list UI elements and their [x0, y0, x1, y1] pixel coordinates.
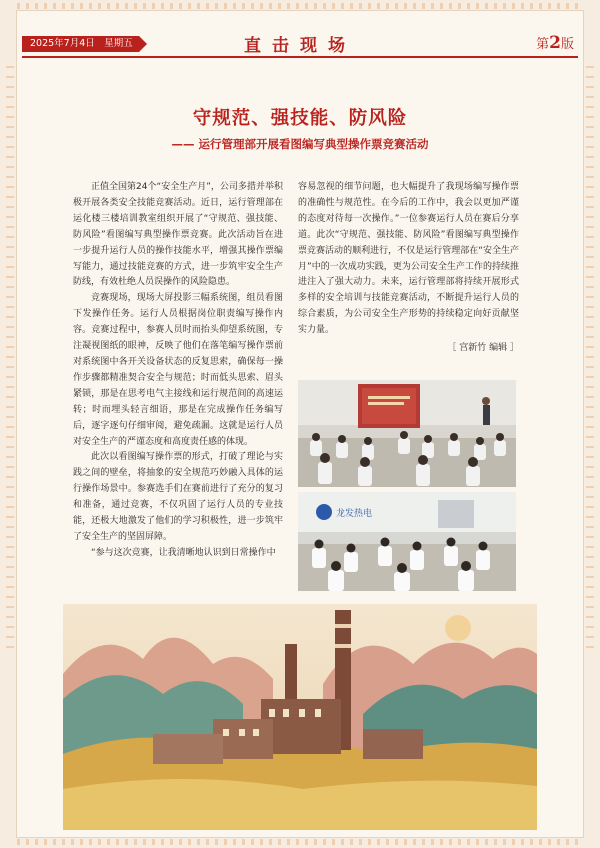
section-title: 直击现场 [244, 36, 356, 56]
competition-photo-classroom [298, 492, 516, 591]
power-plant-landscape-painting [63, 604, 537, 830]
paragraph: 容易忽视的细节问题，也大幅提升了我现场编写操作票的准确性与规范性。在今后的工作中，我会以更加严谨的态度对待每一次操作。”一位参赛运行人员在赛后分享道。此次“守规范、强技能、防风险”看图编写典型操作票竞赛活动的顺利进行，不仅是运行管理部在“安全生产月”中的一次成功实践，更为公司安全生产工作的持续推进注入了强大动力。未来，运行管理部将持续开展形式多样的安全培训与技能竞赛活动，不断提升运行人员的综合素质，为公司安全生产形势的持续稳定向好贡献坚实力量。 [298, 182, 519, 336]
wall-sign-text: 龙发热电 [336, 509, 373, 519]
competition-photo-projector [298, 380, 516, 487]
issue-date: 2025年7月4日 星期五 [22, 36, 139, 52]
article-subtitle: —— 运行管理部开展看图编写典型操作票竞赛活动 [171, 137, 429, 151]
paragraph: “参与这次竞赛，让我清晰地认识到日常操作中 [91, 547, 276, 558]
paragraph: 正值全国第24个“安全生产月”，公司多措并举积极开展各类安全技能竞赛活动。近日，运行管理部在运化楼三楼培训教室组织开展了“守规范、强技能、防风险”看图编写典型操作票竞赛。此次活动旨在进一步提升运行人员的操作技能水平，增强其操作票编写能力，通过技能竞赛的方式，进一步筑牢安全生产防线，有效杜绝人员误操作的风险隐患。 [73, 182, 283, 288]
article-title: 守规范、强技能、防风险 [192, 108, 408, 129]
article-left-column [73, 180, 283, 562]
page-header [22, 34, 578, 56]
article-right-column [298, 180, 519, 357]
editor-credit: ［ 宫新竹 编辑 ］ [447, 343, 519, 354]
paragraph: 此次以看图编写操作票的形式，打破了理论与实践之间的壁垒，将抽象的安全规范巧妙融入具体的运行操作场景中。参赛选手们在赛前进行了充分的复习和准备，通过竞赛，不仅巩固了运行人员的专业技能，还极大地激发了他们的学习积极性，进一步筑牢了安全生产的坚固屏障。 [73, 452, 283, 542]
page-number: 第2版 [536, 33, 574, 53]
paragraph: 竞赛现场，现场大屏投影三幅系统图，组员看图下发操作任务。运行人员根据岗位职责编写操作内容。竞赛过程中，参赛人员时而抬头仰望系统图，专注凝视图纸的眼神，反映了他们在落笔编写操作票前对系统图中各开关设备状态的反复思索，确保每一操作步骤都精准契合安全与规范；时而低头思索、眉头紧锁，那是在思考电气主接线和运行规范间的高速运转；时而埋头轻言细语，那是在完成操作任务编写后，逐字逐句仔细审阅，避免疏漏。这就是运行人员对安全生产的严谨态度和高度责任感的体现。 [73, 293, 283, 447]
header-divider [22, 56, 578, 58]
